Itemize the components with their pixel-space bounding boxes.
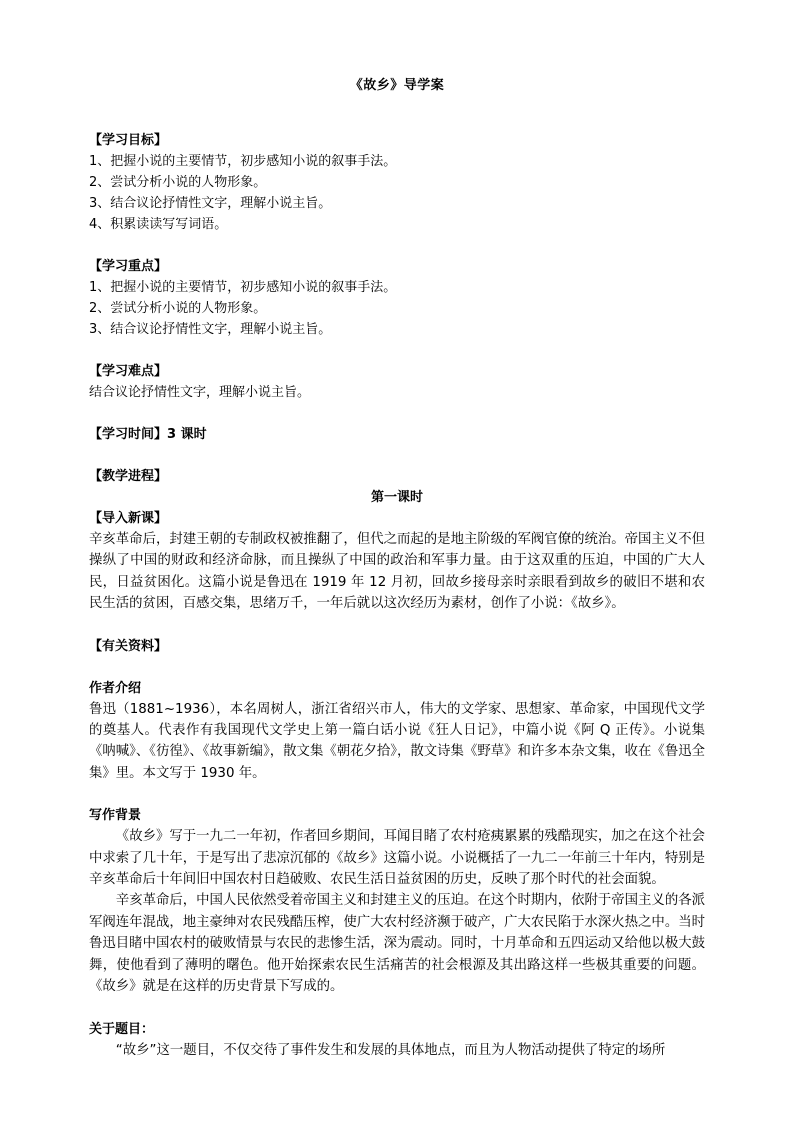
materials-heading: 【有关资料】: [89, 638, 168, 654]
author-paragraph: 鲁迅（1881~1936），本名周树人，浙江省绍兴市人，伟大的文学家、思想家、革命家，中国现代文学的奠基人。代表作有我国现代文学史上第一篇白话小说《狂人日记》，中篇小说《阿 Q 正传》。小说集《呐喊》、《彷徨》、《故事新编》，散文集《朝花夕拾》，散文诗集《野草》和许多本杂文集，收在《鲁迅全集》里。本文写于 1930 年。: [89, 701, 705, 781]
background-paragraph-1: 《故乡》写于一九二一年初，作者回乡期间，耳闻目睹了农村疮痍累累的残酷现实，加之在这个社会中求索了几十年，于是写出了悲凉沉郁的《故乡》这篇小说。小说概括了一九二一年前三十年内，特别是辛亥革命后十年间旧中国农村日趋破败、农民生活日益贫困的历史，反映了那个时代的社会面貌。: [89, 829, 705, 888]
process-heading: 【教学进程】: [89, 469, 168, 484]
keypoint-item: 3、结合议论抒情性文字，理解小说主旨。: [89, 322, 332, 337]
background-paragraph-2: 辛亥革命后，中国人民依然受着帝国主义和封建主义的压迫。在这个时期内，依附于帝国主义的各派军阀连年混战，地主豪绅对农民残酷压榨，使广大农村经济濒于破产，广大农民陷于水深火热之中。当时鲁迅目睹中国农村的破败情景与农民的悲惨生活，深为震动。同时，十月革命和五四运动又给他以极大鼓舞，使他看到了薄明的曙色。他开始探索农民生活痛苦的社会根源及其出路这样一些极其重要的问题。《故乡》就是在这样的历史背景下写成的。: [89, 893, 705, 995]
objective-item: 1、把握小说的主要情节，初步感知小说的叙事手法。: [89, 154, 397, 169]
background-heading: 写作背景: [89, 808, 142, 824]
difficulty-text: 结合议论抒情性文字，理解小说主旨。: [89, 385, 311, 400]
objective-item: 3、结合议论抒情性文字，理解小说主旨。: [89, 196, 332, 211]
objectives-heading: 【学习目标】: [89, 133, 168, 148]
document-title: 《故乡》导学案: [349, 78, 445, 93]
keypoint-item: 1、把握小说的主要情节，初步感知小说的叙事手法。: [89, 280, 397, 295]
topic-paragraph: “故乡”这一题目，不仅交待了事件发生和发展的具体地点，而且为人物活动提供了特定的场所: [115, 1042, 666, 1058]
author-heading: 作者介绍: [89, 680, 142, 696]
intro-heading: 【导入新课】: [89, 511, 168, 526]
intro-paragraph: 辛亥革命后，封建王朝的专制政权被推翻了，但代之而起的是地主阶级的军阀官僚的统治。帝国主义不但操纵了中国的财政和经济命脉，而且操纵了中国的政治和军事力量。由于这双重的压迫，中国的广大人民，日益贫困化。这篇小说是鲁迅在 1919 年 12 月初，回故乡接母亲时亲眼看到故乡的破旧不堪和农民生活的贫困，百感交集，思绪万千，一年后就以这次经历为素材，创作了小说：《故乡》。: [89, 532, 705, 612]
difficulty-heading: 【学习难点】: [89, 364, 168, 379]
keypoint-item: 2、尝试分析小说的人物形象。: [89, 301, 267, 316]
keypoints-heading: 【学习重点】: [89, 259, 168, 274]
objective-item: 4、积累读读写写词语。: [89, 217, 228, 232]
lesson-title: 第一课时: [370, 490, 423, 505]
topic-heading: 关于题目：: [89, 1021, 155, 1037]
document-page: [89, 70, 705, 1061]
objective-item: 2、尝试分析小说的人物形象。: [89, 175, 267, 190]
time-heading: 【学习时间】3 课时: [89, 427, 207, 442]
